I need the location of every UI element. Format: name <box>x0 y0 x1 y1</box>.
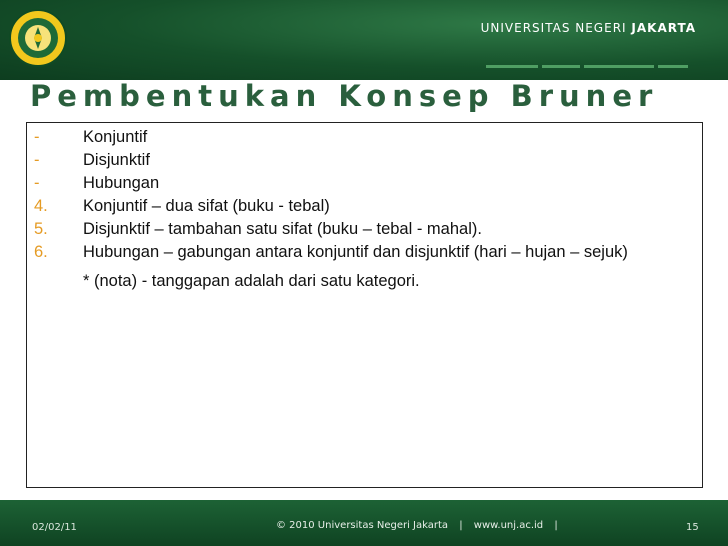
university-name-regular: UNIVERSITAS NEGERI <box>480 21 627 35</box>
list-item-text: Disjunktif <box>83 151 150 169</box>
list-marker: - <box>34 128 40 146</box>
list-item <box>34 149 704 172</box>
list-item-text: Hubungan <box>83 174 160 192</box>
list-item <box>34 126 704 149</box>
footer-separator: | <box>554 520 558 531</box>
page-number: 15 <box>686 522 699 533</box>
list-marker: 4. <box>34 197 48 215</box>
list-item-text: Konjuntif <box>83 128 148 146</box>
header-banner <box>0 0 728 80</box>
footer-separator: | <box>459 520 463 531</box>
list-item <box>34 218 704 241</box>
list-item-text: Disjunktif – tambahan satu sifat (buku – tebal - mahal). <box>83 220 482 238</box>
copyright-text: © 2010 Universitas Negeri Jakarta <box>276 520 449 531</box>
list-marker: 5. <box>34 220 48 238</box>
university-name-bold: JAKARTA <box>631 21 696 35</box>
slide-title: Pembentukan Konsep Bruner <box>30 79 659 113</box>
unj-logo-icon <box>8 8 68 68</box>
list-marker: - <box>34 174 40 192</box>
website-link[interactable]: www.unj.ac.id <box>473 520 544 531</box>
university-name <box>481 21 696 35</box>
list-item <box>34 241 704 264</box>
tagline-decoration <box>486 58 696 64</box>
list-item <box>34 172 704 195</box>
list-marker: 6. <box>34 243 48 261</box>
note-text: * (nota) - tanggapan adalah dari satu kategori. <box>83 272 420 290</box>
footer-copyright <box>272 520 562 531</box>
list-item-text: Hubungan – gabungan antara konjuntif dan disjunktif (hari – hujan – sejuk) <box>83 243 628 261</box>
content-list <box>34 126 704 293</box>
list-marker: - <box>34 151 40 169</box>
footer-date: 02/02/11 <box>32 522 77 533</box>
list-item <box>34 195 704 218</box>
list-item-text: Konjuntif – dua sifat (buku - tebal) <box>83 197 330 215</box>
